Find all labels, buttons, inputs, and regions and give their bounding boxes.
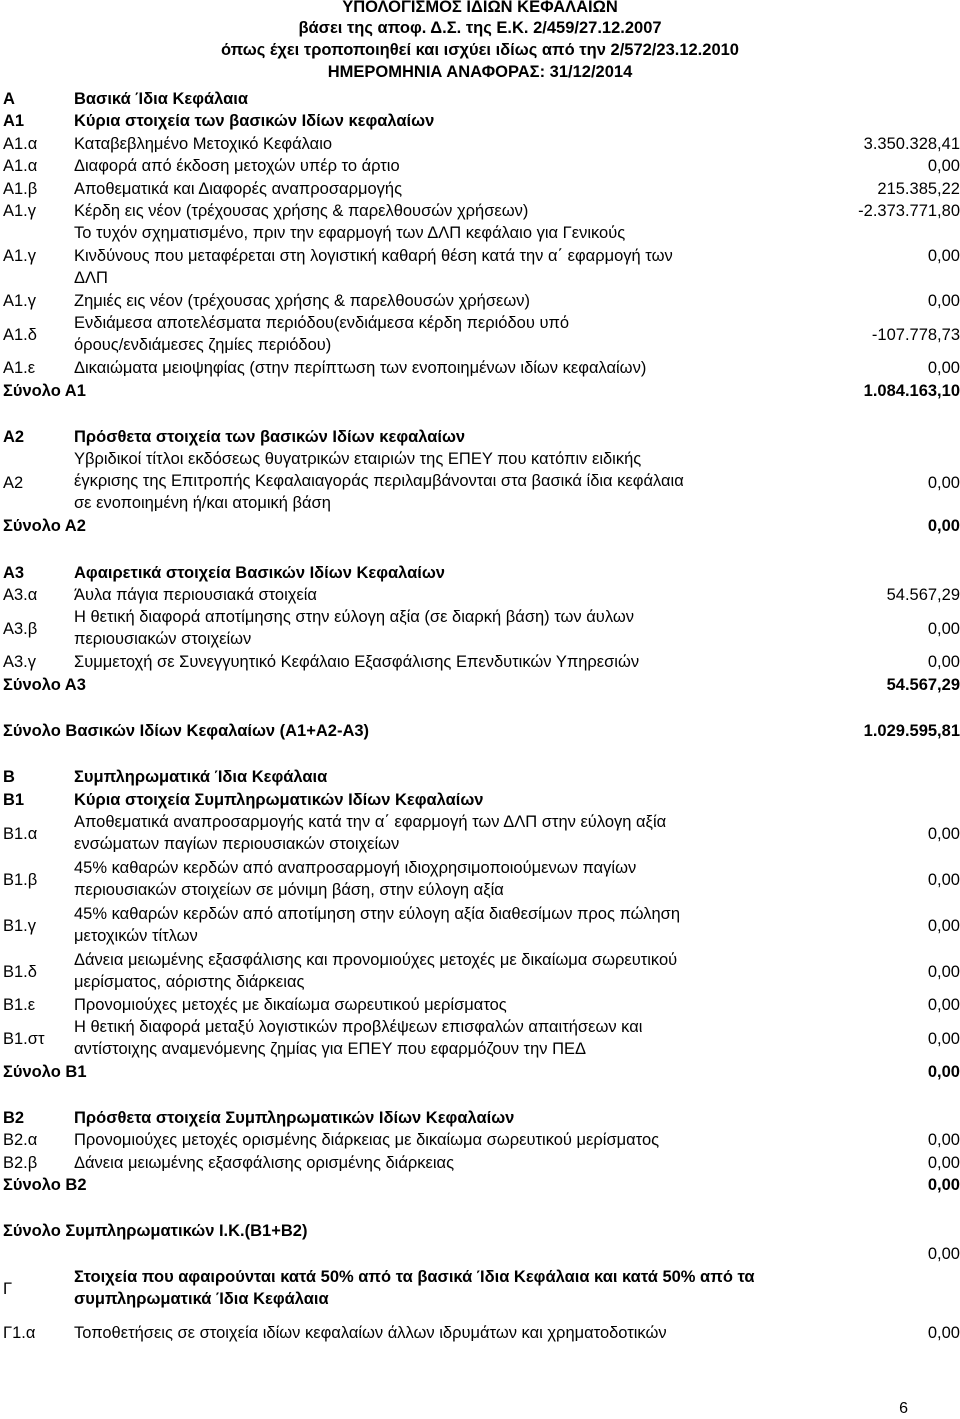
- row-text: Τοποθετήσεις σε στοιχεία ιδίων κεφαλαίων άλλων ιδρυμάτων και χρηματοδοτικών: [74, 1324, 667, 1342]
- table-row: [0, 1129, 960, 1151]
- table-row: [0, 88, 960, 110]
- table-row: [0, 426, 960, 448]
- row-text: Αποθεματικά αναπροσαρμογής κατά την α΄ εφαρμογή των ΔΛΠ στην εύλογη αξία ενσώματων παγίων περιουσιακών στοιχείων: [74, 813, 667, 853]
- row-text: Αποθεματικά και Διαφορές αναπροσαρμογής: [74, 180, 403, 198]
- row-code: Α1.β: [3, 180, 38, 198]
- row-text: Άυλα πάγια περιουσιακά στοιχεία: [74, 586, 317, 604]
- row-code: Α3.α: [3, 586, 38, 604]
- row-text: Κύρια στοιχεία των βασικών Ιδίων κεφαλαίων: [74, 112, 435, 130]
- row-text: Κινδύνους που μεταφέρεται στη λογιστική καθαρή θέση κατά την α΄ εφαρμογή των ΔΛΠ: [74, 247, 673, 287]
- row-code: Β1.δ: [3, 963, 37, 981]
- row-value: 54.567,29: [886, 586, 960, 604]
- table-row: [0, 448, 960, 518]
- row-code: Β1.β: [3, 871, 38, 889]
- row-text: Η θετική διαφορά αποτίμησης στην εύλογη αξία (σε διαρκή βάση) των άυλων περιουσιακών στοιχείων: [74, 608, 634, 648]
- row-text: Βασικά Ίδια Κεφάλαια: [74, 90, 248, 108]
- row-text: Πρόσθετα στοιχεία των βασικών Ιδίων κεφαλαίων: [74, 428, 466, 446]
- total-label: Σύνολο Βασικών Ιδίων Κεφαλαίων (Α1+Α2-Α3): [3, 722, 370, 740]
- row-text: Προνομιούχες μετοχές με δικαίωμα σωρευτικού μερίσματος: [74, 996, 507, 1014]
- row-text: Καταβεβλημένο Μετοχικό Κεφάλαιο: [74, 135, 333, 153]
- row-code: Α2: [3, 474, 24, 492]
- table-row: [0, 110, 960, 132]
- title-line-2: βάσει της αποφ. Δ.Σ. της Ε.Κ. 2/459/27.12.2007: [298, 19, 662, 37]
- total-label: Σύνολο Α1: [3, 382, 86, 400]
- row-text: 45% καθαρών κερδών από αποτίμηση στην εύλογη αξία διαθεσίμων προς πώληση μετοχικών τίτλων: [74, 905, 681, 945]
- row-code: Α1.γ: [3, 202, 37, 220]
- row-text: Δάνεια μειωμένης εξασφάλισης και προνομιούχες μετοχές με δικαίωμα σωρευτικού μερίσματος, αόριστης διάρκειας: [74, 951, 678, 991]
- row-text: Δάνεια μειωμένης εξασφάλισης ορισμένης διάρκειας: [74, 1154, 455, 1172]
- row-value: 3.350.328,41: [863, 135, 960, 153]
- total-label: Σύνολο Α2: [3, 517, 86, 535]
- title-line-1: ΥΠΟΛΟΓΙΣΜΟΣ ΙΔΙΩΝ ΚΕΦΑΛΑΙΩΝ: [342, 0, 618, 16]
- row-code: Β: [3, 768, 15, 786]
- total-row: [0, 720, 960, 742]
- row-value: 0,00: [927, 1324, 960, 1342]
- table-row: [0, 1107, 960, 1129]
- row-code: Β1.ε: [3, 996, 36, 1014]
- table-row: [0, 1322, 960, 1344]
- row-text: Πρόσθετα στοιχεία Συμπληρωματικών Ιδίων Κεφαλαίων: [74, 1109, 515, 1127]
- row-code: Γ1.α: [3, 1324, 36, 1342]
- row-value: 0,00: [927, 871, 960, 889]
- row-text: Διαφορά από έκδοση μετοχών υπέρ το άρτιο: [74, 157, 400, 175]
- table-row: [0, 949, 960, 995]
- title-line-3: όπως έχει τροποποιηθεί και ισχύει ιδίως από την 2/572/23.12.2010: [221, 41, 739, 59]
- total-value: 1.084.163,10: [863, 382, 960, 400]
- row-text: Υβριδικοί τίτλοι εκδόσεως θυγατρικών εταιριών της ΕΠΕΥ που κατόπιν ειδικής έγκρισης της Επιτροπής Κεφαλαιαγοράς περιλαμβάνονται στα βασικά ίδια κεφάλαια σε ενοποιημένη ή/και ατομική βάση: [74, 450, 684, 512]
- total-label: Σύνολο Β2: [3, 1176, 87, 1194]
- row-value: 0,00: [927, 1154, 960, 1172]
- row-code: Α1: [3, 112, 25, 130]
- row-code: Α3.β: [3, 620, 38, 638]
- row-code: Β2.β: [3, 1154, 38, 1172]
- total-label: Σύνολο Α3: [3, 676, 86, 694]
- row-code: Α2: [3, 428, 25, 446]
- row-value: 0,00: [927, 1245, 960, 1263]
- row-text: Το τυχόν σχηματισμένο, πριν την εφαρμογή των ΔΛΠ κεφάλαιο για Γενικούς: [74, 224, 626, 242]
- table-row: [0, 766, 960, 788]
- row-code: Α1.α: [3, 157, 38, 175]
- table-row: [0, 155, 960, 177]
- row-value: 0,00: [927, 474, 960, 492]
- row-code: Β2: [3, 1109, 25, 1127]
- row-text: Προνομιούχες μετοχές ορισμένης διάρκειας με δικαίωμα σωρευτικού μερίσματος: [74, 1131, 660, 1149]
- row-text: Συμπληρωματικά Ίδια Κεφάλαια: [74, 768, 328, 786]
- table-row: [0, 312, 960, 358]
- row-value: 0,00: [927, 1131, 960, 1149]
- total-row: [0, 515, 960, 537]
- row-text: Η θετική διαφορά μεταξύ λογιστικών προβλέψεων επισφαλών απαιτήσεων και αντίστοιχης αναμενόμενης ζημίας για ΕΠΕΥ που εφαρμόζουν την ΠΕΔ: [74, 1018, 643, 1058]
- row-value: 0,00: [927, 825, 960, 843]
- table-row: [0, 357, 960, 379]
- row-code: Β1.γ: [3, 917, 37, 935]
- row-code: Β2.α: [3, 1131, 38, 1149]
- row-code: Β1: [3, 791, 25, 809]
- row-value: -107.778,73: [871, 326, 960, 344]
- row-value: 0,00: [927, 157, 960, 175]
- table-row: [0, 245, 960, 291]
- table-row: [0, 994, 960, 1016]
- row-value: 0,00: [927, 996, 960, 1014]
- total-row: [0, 380, 960, 402]
- row-text: Συμμετοχή σε Συνεγγυητικό Κεφάλαιο Εξασφάλισης Επενδυτικών Υπηρεσιών: [74, 653, 640, 671]
- row-value: 0,00: [927, 963, 960, 981]
- table-row: [0, 789, 960, 811]
- row-value: 0,00: [927, 653, 960, 671]
- row-text: Ζημιές εις νέον (τρέχουσας χρήσης & παρελθουσών χρήσεων): [74, 292, 530, 310]
- row-text: Στοιχεία που αφαιρούνται κατά 50% από τα βασικά Ίδια Κεφάλαια και κατά 50% από τα συμπληρωματικά Ίδια Κεφάλαια: [74, 1268, 755, 1308]
- table-row: [0, 1152, 960, 1174]
- row-code: Α1.γ: [3, 292, 37, 310]
- table-row: [0, 562, 960, 584]
- table-row: [0, 606, 960, 652]
- row-value: -2.373.771,80: [858, 202, 960, 220]
- table-row: [0, 1016, 960, 1062]
- row-text: Αφαιρετικά στοιχεία Βασικών Ιδίων Κεφαλαίων: [74, 564, 445, 582]
- total-label: Σύνολο Β1: [3, 1063, 87, 1081]
- row-code: Α1.ε: [3, 359, 36, 377]
- row-code: Α1.α: [3, 135, 38, 153]
- total-value: 54.567,29: [886, 676, 960, 694]
- row-text: Κέρδη εις νέον (τρέχουσας χρήσης & παρελθουσών χρήσεων): [74, 202, 529, 220]
- row-value: 0,00: [927, 359, 960, 377]
- table-row: [0, 1266, 960, 1312]
- total-row: [0, 1174, 960, 1196]
- row-code: Α3: [3, 564, 25, 582]
- row-text: 45% καθαρών κερδών από αναπροσαρμογή ιδιοχρησιμοποιούμενων παγίων περιουσιακών στοιχείων σε μόνιμη βάση, στην εύλογη αξία: [74, 859, 637, 899]
- table-row: [0, 178, 960, 200]
- total-label: Σύνολο Συμπληρωματικών Ι.Κ.(Β1+Β2): [3, 1222, 308, 1240]
- table-row: [0, 857, 960, 903]
- row-value: 0,00: [927, 917, 960, 935]
- table-row: [0, 290, 960, 312]
- table-row: [0, 811, 960, 857]
- table-row: [0, 651, 960, 673]
- total-row: [0, 674, 960, 696]
- row-text: Δικαιώματα μειοψηφίας (στην περίπτωση των ενοποιημένων ιδίων κεφαλαίων): [74, 359, 647, 377]
- row-code: Α3.γ: [3, 653, 37, 671]
- row-value: 0,00: [927, 247, 960, 265]
- total-value: 0,00: [927, 1063, 960, 1081]
- row-code: Α1.γ: [3, 247, 37, 265]
- row-code: Γ: [3, 1280, 13, 1298]
- row-text: Κύρια στοιχεία Συμπληρωματικών Ιδίων Κεφαλαίων: [74, 791, 484, 809]
- row-value: 215.385,22: [877, 180, 960, 198]
- table-row: [0, 133, 960, 155]
- page-number: 6: [899, 1400, 908, 1417]
- table-row: [0, 1243, 960, 1265]
- reporting-date: ΗΜΕΡΟΜΗΝΙΑ ΑΝΑΦΟΡΑΣ: 31/12/2014: [327, 63, 633, 81]
- row-code: Α: [3, 90, 15, 108]
- row-code: Α1.δ: [3, 326, 37, 344]
- table-row: [0, 903, 960, 949]
- row-code: Β1.στ: [3, 1030, 45, 1048]
- total-value: 0,00: [927, 517, 960, 535]
- table-row: [0, 222, 960, 244]
- table-row: [0, 200, 960, 222]
- row-value: 0,00: [927, 620, 960, 638]
- row-value: 0,00: [927, 1030, 960, 1048]
- table-row: [0, 584, 960, 606]
- total-row: [0, 1061, 960, 1083]
- total-row: [0, 1220, 960, 1242]
- row-value: 0,00: [927, 292, 960, 310]
- row-code: Β1.α: [3, 825, 38, 843]
- row-text: Ενδιάμεσα αποτελέσματα περιόδου(ενδιάμεσα κέρδη περιόδου υπό όρους/ενδιάμεσες ζημίες περιόδου): [74, 314, 570, 354]
- total-value: 1.029.595,81: [863, 722, 960, 740]
- total-value: 0,00: [927, 1176, 960, 1194]
